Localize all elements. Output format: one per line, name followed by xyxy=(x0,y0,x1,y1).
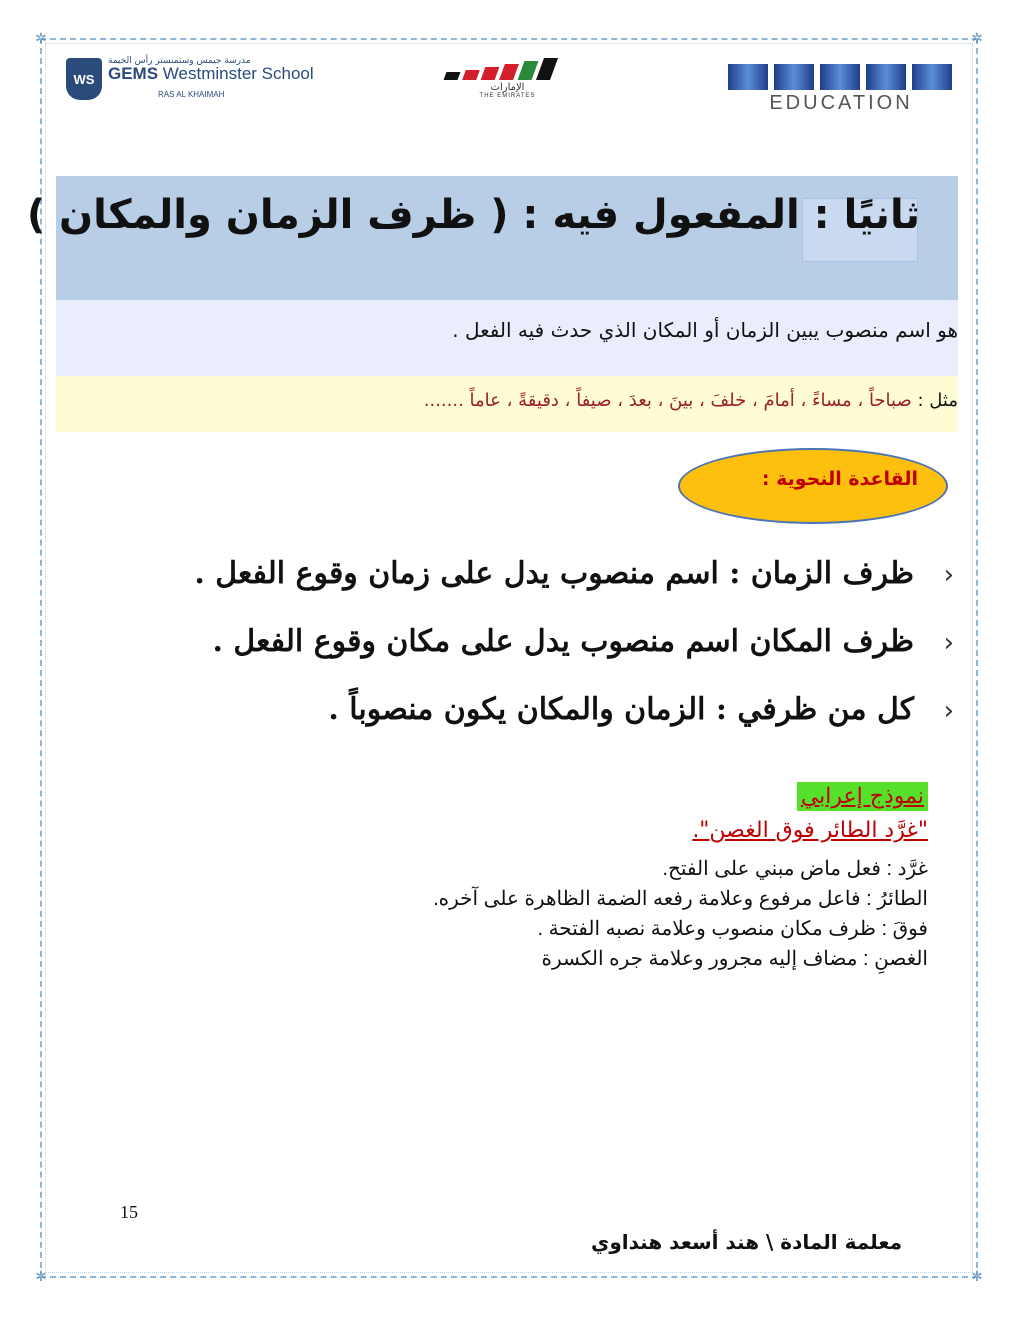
corner-ornament-icon: ✲ xyxy=(35,31,47,47)
lesson-title: ثانيًا : المفعول فيه : ( ظرف الزمان والمكان ) xyxy=(26,192,920,238)
page-number: 15 xyxy=(120,1202,138,1222)
rule-item: ‹ظرف الزمان : اسم منصوب يدل على زمان وقوع الفعل . xyxy=(194,556,954,591)
rule-heading: القاعدة النحوية : xyxy=(761,468,918,490)
school-name: GEMS Westminster School xyxy=(108,64,314,83)
corner-ornament-icon: ✲ xyxy=(971,1269,983,1285)
chevron-left-icon: ‹ xyxy=(943,696,954,726)
examples-words: صباحاً ، مساءً ، أمامَ ، خلفَ ، بينَ ، بعدَ ، صيفاً ، دقيقةً ، عاماً ....... xyxy=(423,390,912,411)
emirates-english: THE EMIRATES xyxy=(479,93,536,99)
emirates-logo xyxy=(445,58,570,100)
parsing-line: غرَّد : فعل ماض مبني على الفتح. xyxy=(662,858,928,880)
chevron-left-icon: ‹ xyxy=(943,560,954,590)
school-location: RAS AL KHAIMAH xyxy=(158,90,225,99)
parsing-line: الغصنِ : مضاف إليه مجرور وعلامة جره الكسرة xyxy=(541,948,928,970)
examples-text xyxy=(78,390,958,411)
rule-item: ‹كل من ظرفي : الزمان والمكان يكون منصوباً . xyxy=(328,692,954,727)
emirates-bars-icon xyxy=(445,58,570,80)
rule-item: ‹ظرف المكان اسم منصوب يدل على مكان وقوع الفعل . xyxy=(212,624,954,659)
corner-ornament-icon: ✲ xyxy=(971,31,983,47)
teacher-signature: معلمة المادة \ هند أسعد هنداوي xyxy=(591,1230,902,1254)
school-name-arabic: مدرسة جيمس وستمنستر رأس الخيمة xyxy=(108,56,251,66)
parsing-line: الطائرُ : فاعل مرفوع وعلامة رفعه الضمة الظاهرة على آخره. xyxy=(433,888,928,910)
corner-ornament-icon: ✲ xyxy=(35,1269,47,1285)
school-shield-logo: WS xyxy=(66,58,102,100)
chevron-left-icon: ‹ xyxy=(943,628,954,658)
definition-text: هو اسم منصوب يبين الزمان أو المكان الذي حدث فيه الفعل . xyxy=(452,318,958,342)
examples-prefix: مثل : xyxy=(917,390,958,411)
gems-education-text: EDUCATION xyxy=(769,92,913,114)
gems-letters-icon xyxy=(728,64,954,90)
parsing-label: نموذج إعرابي xyxy=(797,782,928,811)
gems-education-logo xyxy=(728,64,954,112)
parsing-line: فوقَ : ظرف مكان منصوب وعلامة نصبه الفتحة . xyxy=(537,918,928,940)
parsing-sentence: "غرَّد الطائر فوق الغصن". xyxy=(692,818,928,843)
emirates-arabic: الإمارات xyxy=(490,82,525,93)
